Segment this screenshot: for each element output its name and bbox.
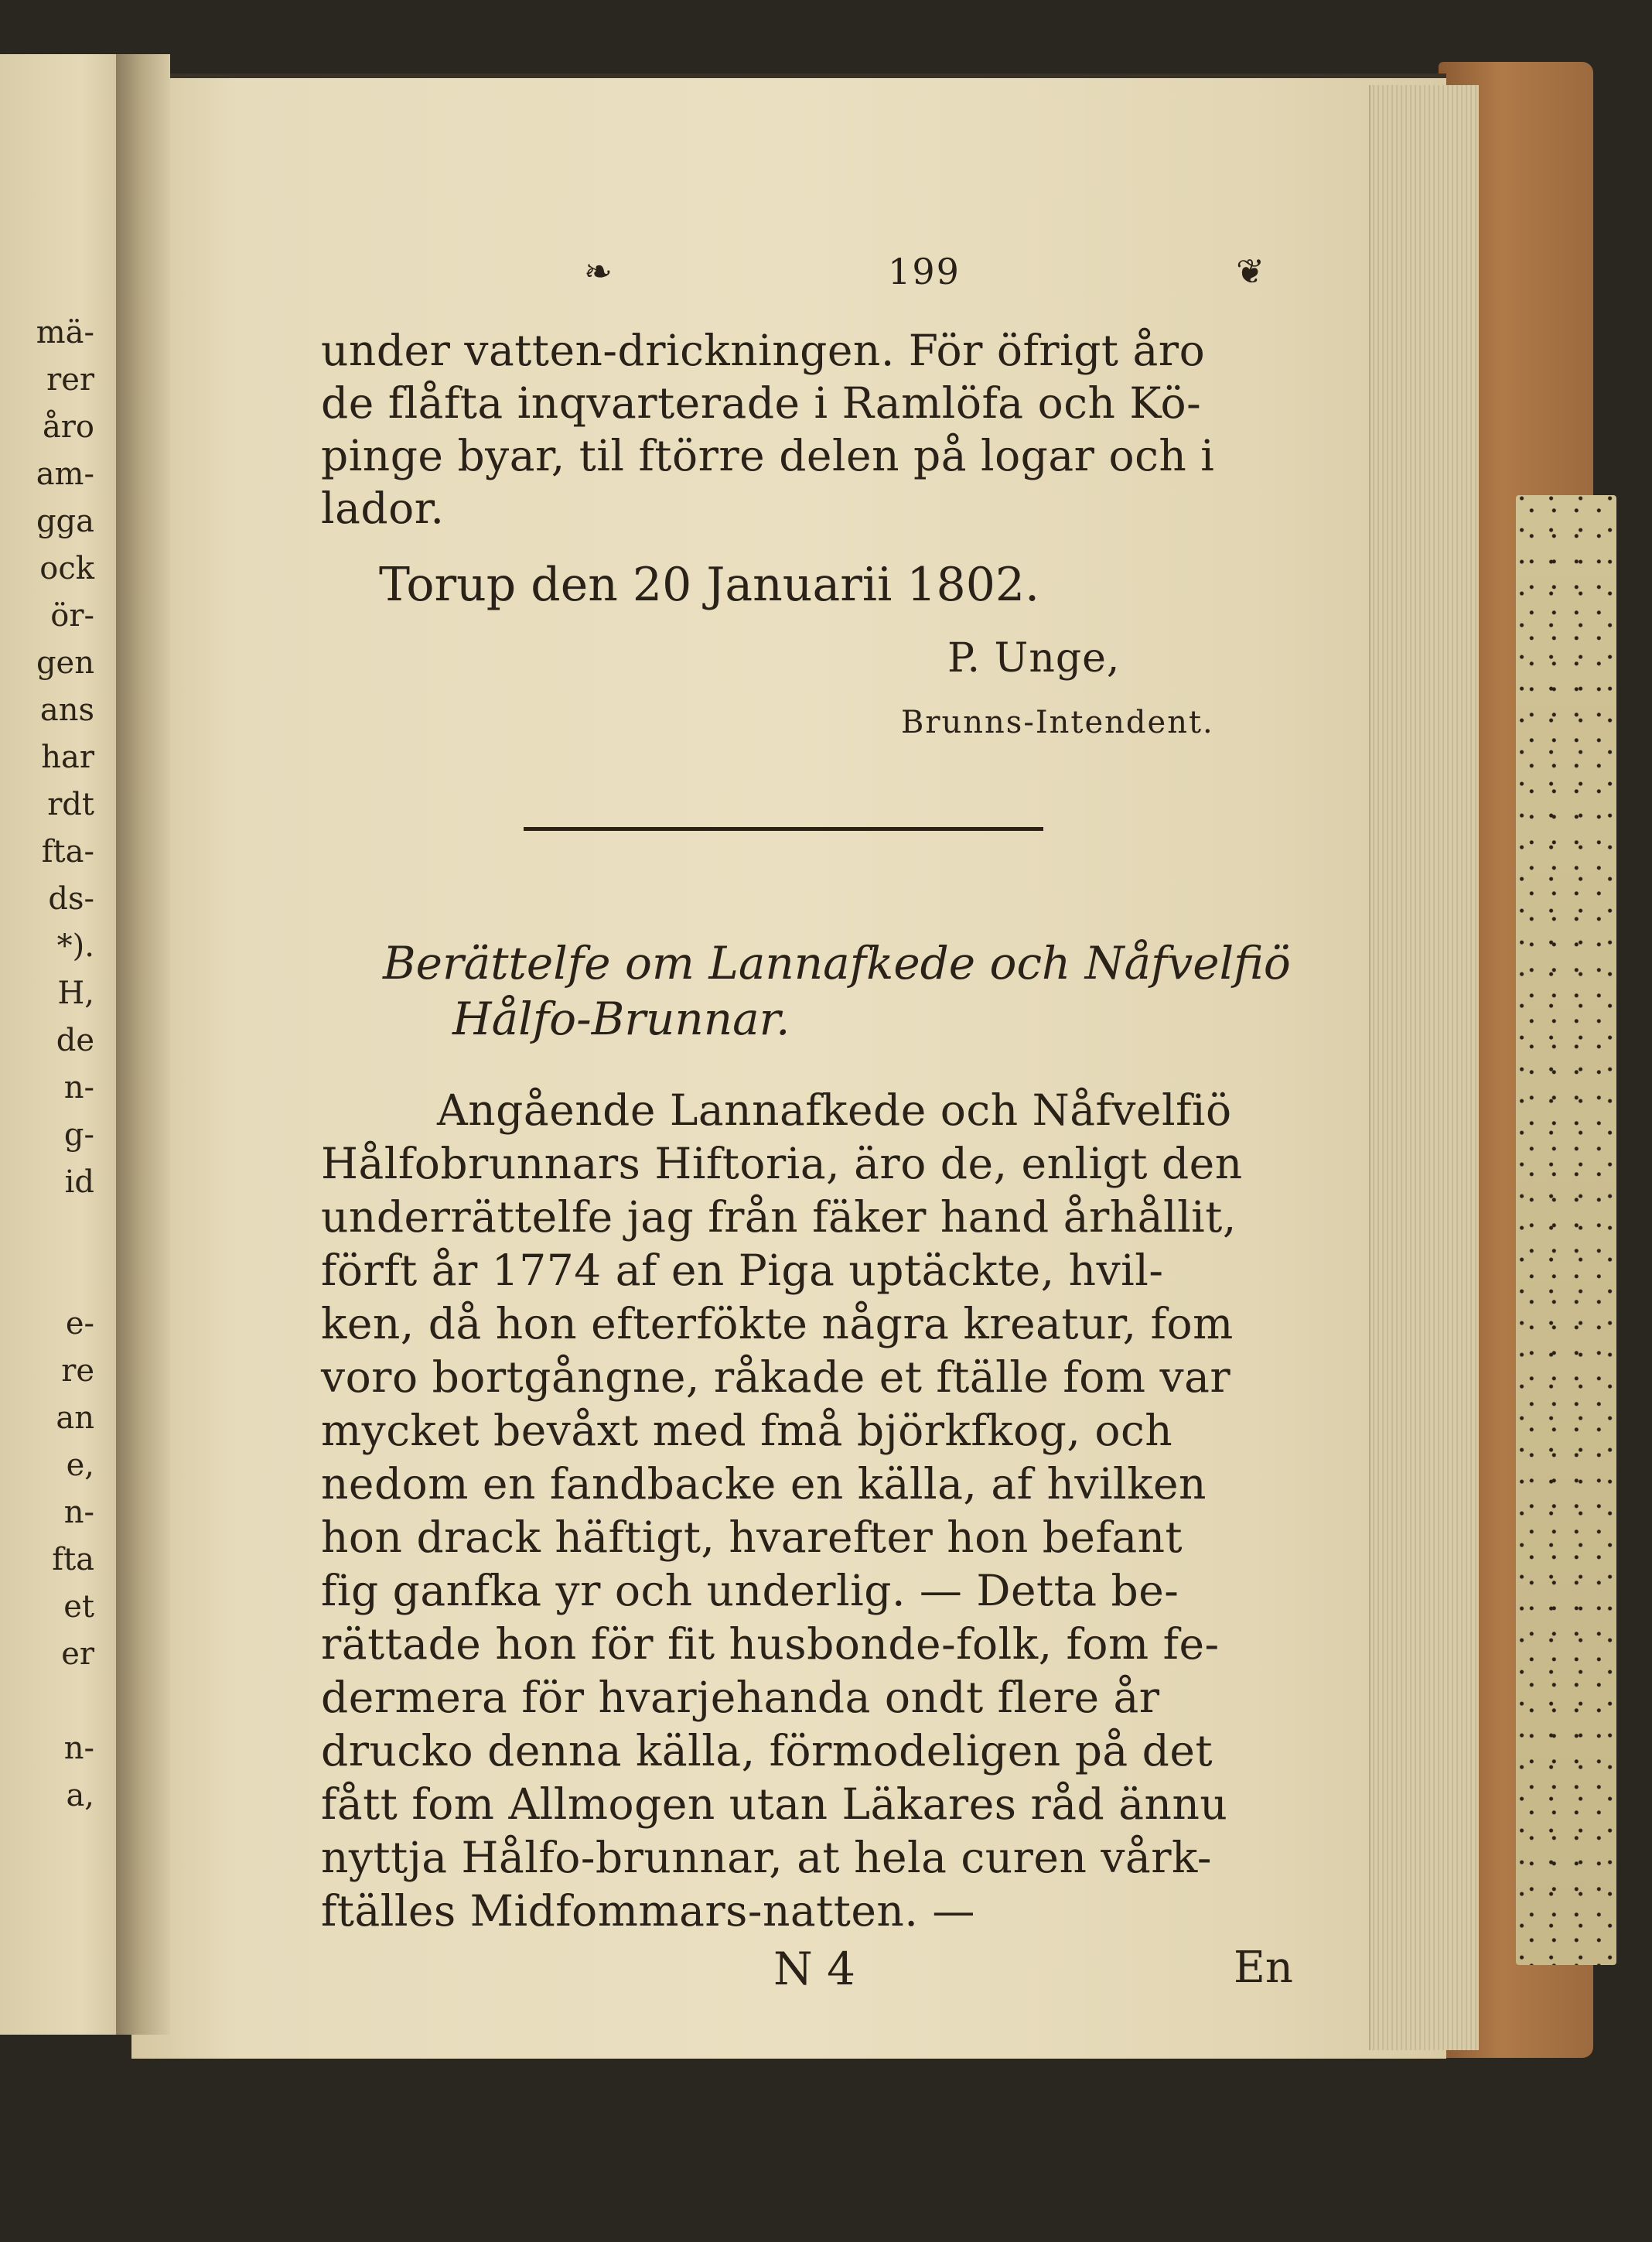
body-line: lador. xyxy=(321,484,445,533)
previous-page-fragment: åro xyxy=(42,409,94,445)
previous-page-fragment: ans xyxy=(39,692,94,728)
previous-page-fragment: ock xyxy=(39,551,94,586)
book-gutter xyxy=(116,54,170,2035)
paragraph-line: rättade hon för fit husbonde-folk, fom fe- xyxy=(321,1619,1220,1669)
page-number: 199 xyxy=(888,251,961,292)
book-page xyxy=(131,73,1446,2059)
paragraph-line: ftälles Midfommars-natten. — xyxy=(321,1886,975,1936)
paragraph-line: ken, då hon efterfökte några kreatur, fom xyxy=(321,1299,1234,1348)
signature-title: Brunns-Intendent. xyxy=(901,705,1214,740)
previous-page-fragment: an xyxy=(56,1400,94,1436)
previous-page-fragment: *). xyxy=(56,928,94,964)
paragraph-line: dermera för hvarjehanda ondt flere år xyxy=(321,1673,1160,1722)
speckled-page-edge xyxy=(1516,495,1616,1965)
previous-page-fragment: mä- xyxy=(36,315,94,350)
previous-page-fragment: fta xyxy=(52,1542,94,1577)
body-line: de flåfta inqvarterade i Ramlöfa och Kö- xyxy=(321,378,1202,428)
previous-page-fragment: er xyxy=(61,1636,94,1672)
previous-page-fragment: id xyxy=(64,1164,94,1200)
body-line: under vatten-drickningen. För öfrigt åro xyxy=(321,326,1206,375)
paragraph-line: nyttja Hålfo-brunnar, at hela curen vårk- xyxy=(321,1833,1212,1882)
section-divider xyxy=(524,827,1043,831)
page-stack-edges xyxy=(1369,85,1479,2050)
paragraph-line: mycket bevåxt med fmå björkfkog, och xyxy=(321,1406,1173,1455)
previous-page-fragment: n- xyxy=(63,1495,94,1530)
previous-page-fragment: rer xyxy=(46,362,94,398)
previous-page-fragment xyxy=(0,1253,101,1300)
date-line: Torup den 20 Januarii 1802. xyxy=(379,558,1040,612)
previous-page-fragment xyxy=(0,1206,101,1253)
previous-page-fragment: ör- xyxy=(50,598,94,634)
previous-page-fragment: et xyxy=(63,1589,94,1625)
previous-page-text xyxy=(0,309,101,1820)
previous-page-fragment: re xyxy=(61,1353,94,1389)
catchword: En xyxy=(1234,1943,1293,1993)
paragraph-line: Hålfobrunnars Hiftoria, äro de, enligt den xyxy=(321,1139,1243,1188)
page-header xyxy=(584,244,1265,299)
previous-page-fragment xyxy=(0,1678,101,1725)
previous-page-fragment: de xyxy=(56,1023,94,1058)
paragraph-line: drucko denna källa, förmodeligen på det xyxy=(321,1726,1213,1775)
previous-page-fragment: am- xyxy=(36,456,94,492)
previous-page-fragment: ds- xyxy=(48,881,94,917)
previous-page-fragment: g- xyxy=(63,1117,94,1153)
section-title-line1: Berättelfe om Lannafkede och Nåfvelfiö xyxy=(383,937,1291,989)
paragraph-line: nedom en fandbacke en källa, af hvilken xyxy=(321,1459,1207,1509)
left-ornament-icon: ❧ xyxy=(584,251,613,292)
paragraph-line: Angående Lannafkede och Nåfvelfiö xyxy=(437,1085,1232,1135)
paragraph-line: fig ganfka yr och underlig. — Detta be- xyxy=(321,1566,1179,1615)
previous-page-fragment: gga xyxy=(36,504,94,539)
previous-page-fragment: n- xyxy=(63,1070,94,1106)
previous-page-fragment: rdt xyxy=(47,787,94,822)
paragraph-line: underrättelfe jag från fäker hand århållit, xyxy=(321,1192,1237,1242)
paragraph-line: voro bortgångne, råkade et ftälle fom var xyxy=(321,1352,1231,1402)
paragraph-line: fått fom Allmogen utan Läkares råd ännu xyxy=(321,1779,1228,1829)
previous-page xyxy=(0,54,135,2035)
paragraph-line: förft år 1774 af en Piga uptäckte, hvil- xyxy=(321,1246,1164,1295)
previous-page-fragment: har xyxy=(41,740,94,775)
signature-name: P. Unge, xyxy=(947,635,1121,682)
signature-mark: N 4 xyxy=(773,1943,856,1995)
right-ornament-icon: ❦ xyxy=(1236,251,1265,292)
paragraph-line: hon drack häftigt, hvarefter hon befant xyxy=(321,1512,1183,1562)
previous-page-fragment: fta- xyxy=(41,834,94,870)
body-line: pinge byar, til ftörre delen på logar och i xyxy=(321,431,1215,480)
previous-page-fragment: n- xyxy=(63,1731,94,1766)
previous-page-fragment: gen xyxy=(36,645,94,681)
previous-page-fragment: e- xyxy=(65,1306,94,1341)
previous-page-fragment: e, xyxy=(66,1447,94,1483)
previous-page-fragment: H, xyxy=(57,976,94,1011)
section-title-line2: Hålfo-Brunnar. xyxy=(452,993,790,1045)
previous-page-fragment: a, xyxy=(66,1778,94,1813)
